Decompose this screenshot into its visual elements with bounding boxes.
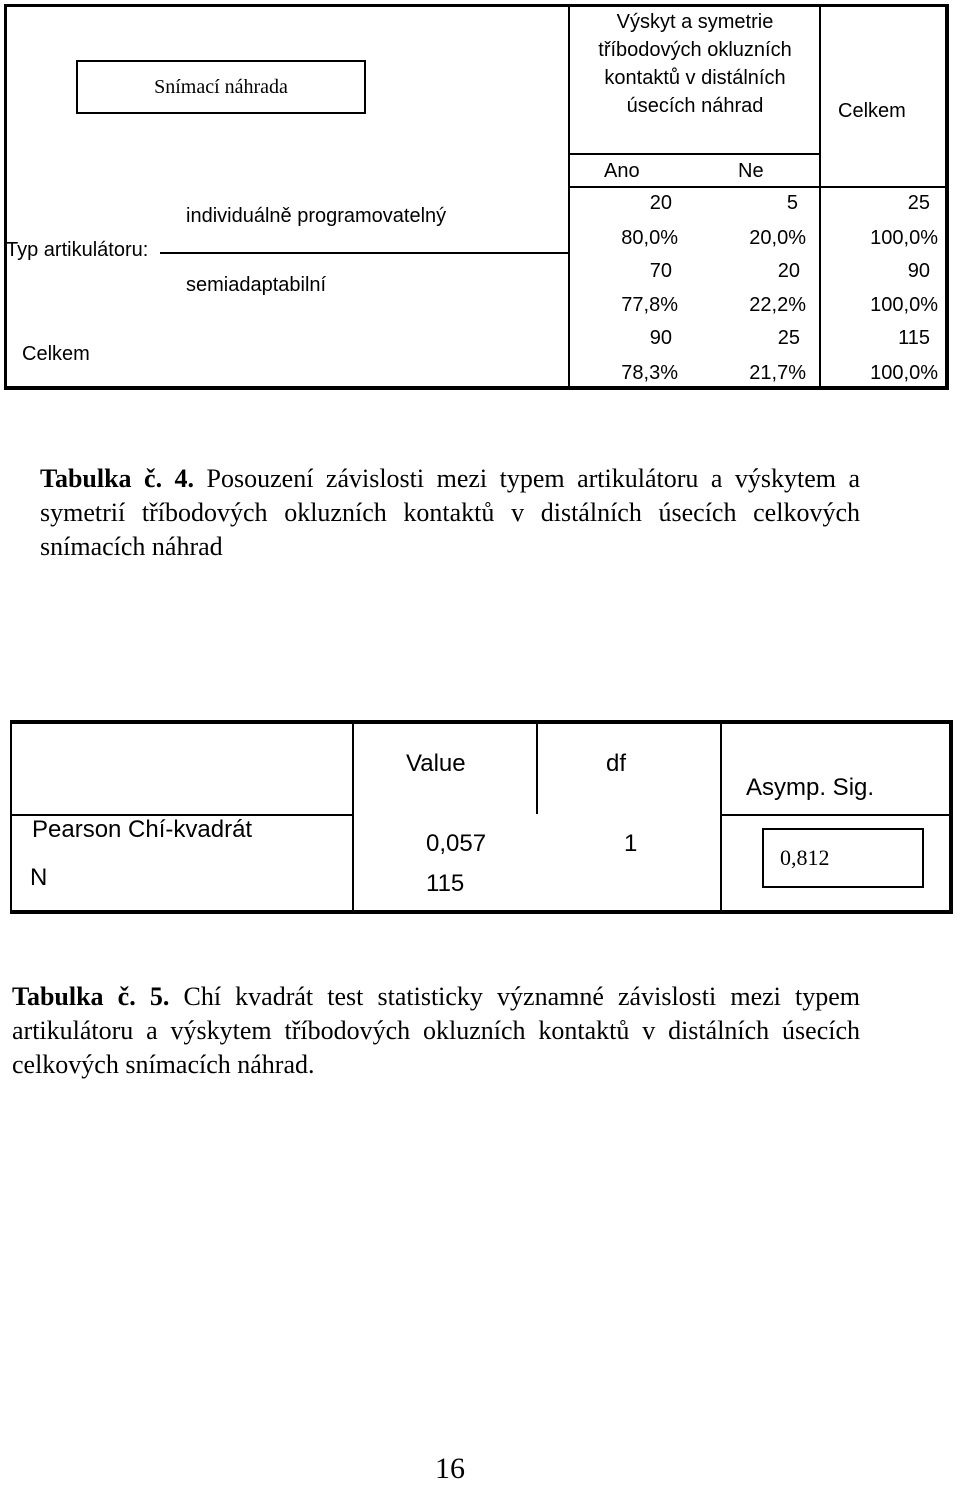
table2-row-n: N [30, 864, 48, 891]
table2-header-divider-right [720, 814, 953, 816]
table1-subheader-divider [568, 186, 948, 188]
cell-r1-ano-count: 20 [649, 192, 672, 214]
row-label-semiadaptable: semiadaptabilní [186, 274, 327, 296]
table2-header-value: Value [406, 750, 466, 777]
cell-r2-ano-pct: 77,8% [621, 294, 678, 316]
row-group-label: Typ artikulátoru: [6, 239, 149, 261]
cell-r1-total-count: 25 [907, 192, 930, 214]
cell-r1-total-pct: 100,0% [870, 227, 938, 249]
subheader-ano: Ano [604, 160, 640, 182]
cell-r1-ne-count: 5 [786, 192, 798, 214]
table1-header-divider [568, 153, 820, 155]
cell-r2-ne-count: 20 [777, 260, 800, 282]
cell-r3-ano-pct: 78,3% [621, 362, 678, 384]
caption-table-5-text: Chí kvadrát test statisticky významné závislosti mezi typem artikulátoru a výskytem tříbodových okluzních kontaktů v distálních úsecích celkových snímacích náhrad. [12, 982, 860, 1079]
table2-header-df: df [606, 750, 627, 777]
cell-r2-ne-pct: 22,2% [749, 294, 806, 316]
caption-table-4-label: Tabulka č. 4. [40, 464, 195, 493]
table2-divider-2 [536, 722, 538, 814]
table2-sig-pearson: 0,812 [762, 828, 924, 888]
cell-r1-ne-pct: 20,0% [749, 227, 806, 249]
table1-column-header: Výskyt a symetrie tříbodových okluzních kontaktů v distálních úsecích náhrad [598, 11, 792, 117]
page-number: 16 [435, 1452, 465, 1485]
table1-row-divider [160, 252, 568, 254]
cell-r1-ano-pct: 80,0% [621, 227, 678, 249]
subheader-ne: Ne [738, 160, 764, 182]
table2-row-pearson: Pearson Chí-kvadrát [32, 816, 253, 843]
table2-divider-3 [720, 722, 722, 912]
table2-value-pearson: 0,057 [426, 830, 487, 857]
table2-header-sig: Asymp. Sig. [746, 774, 875, 801]
row-label-total: Celkem [22, 343, 90, 365]
cell-r3-total-count: 115 [898, 327, 930, 349]
cell-r3-ne-count: 25 [777, 327, 800, 349]
caption-table-4 [40, 462, 860, 564]
table1-box-title: Snímací náhrada [76, 60, 366, 114]
cell-r3-total-pct: 100,0% [870, 362, 938, 384]
caption-table-5-label: Tabulka č. 5. [12, 982, 170, 1011]
cell-r2-total-count: 90 [907, 260, 930, 282]
cell-r3-ano-count: 90 [649, 327, 672, 349]
cell-r2-total-pct: 100,0% [870, 294, 938, 316]
table2-value-n: 115 [426, 870, 465, 897]
table2-df-pearson: 1 [624, 830, 638, 857]
table2-divider-1 [352, 722, 354, 912]
row-label-individual: individuálně programovatelný [186, 205, 447, 227]
caption-table-5 [12, 980, 860, 1082]
table1-total-header: Celkem [838, 100, 906, 122]
cell-r2-ano-count: 70 [649, 260, 672, 282]
caption-table-4-text: Posouzení závislosti mezi typem artikulátoru a výskytem a symetrií tříbodových okluzních kontaktů v distálních úsecích celkových snímacích náhrad [40, 464, 860, 561]
cell-r3-ne-pct: 21,7% [749, 362, 806, 384]
